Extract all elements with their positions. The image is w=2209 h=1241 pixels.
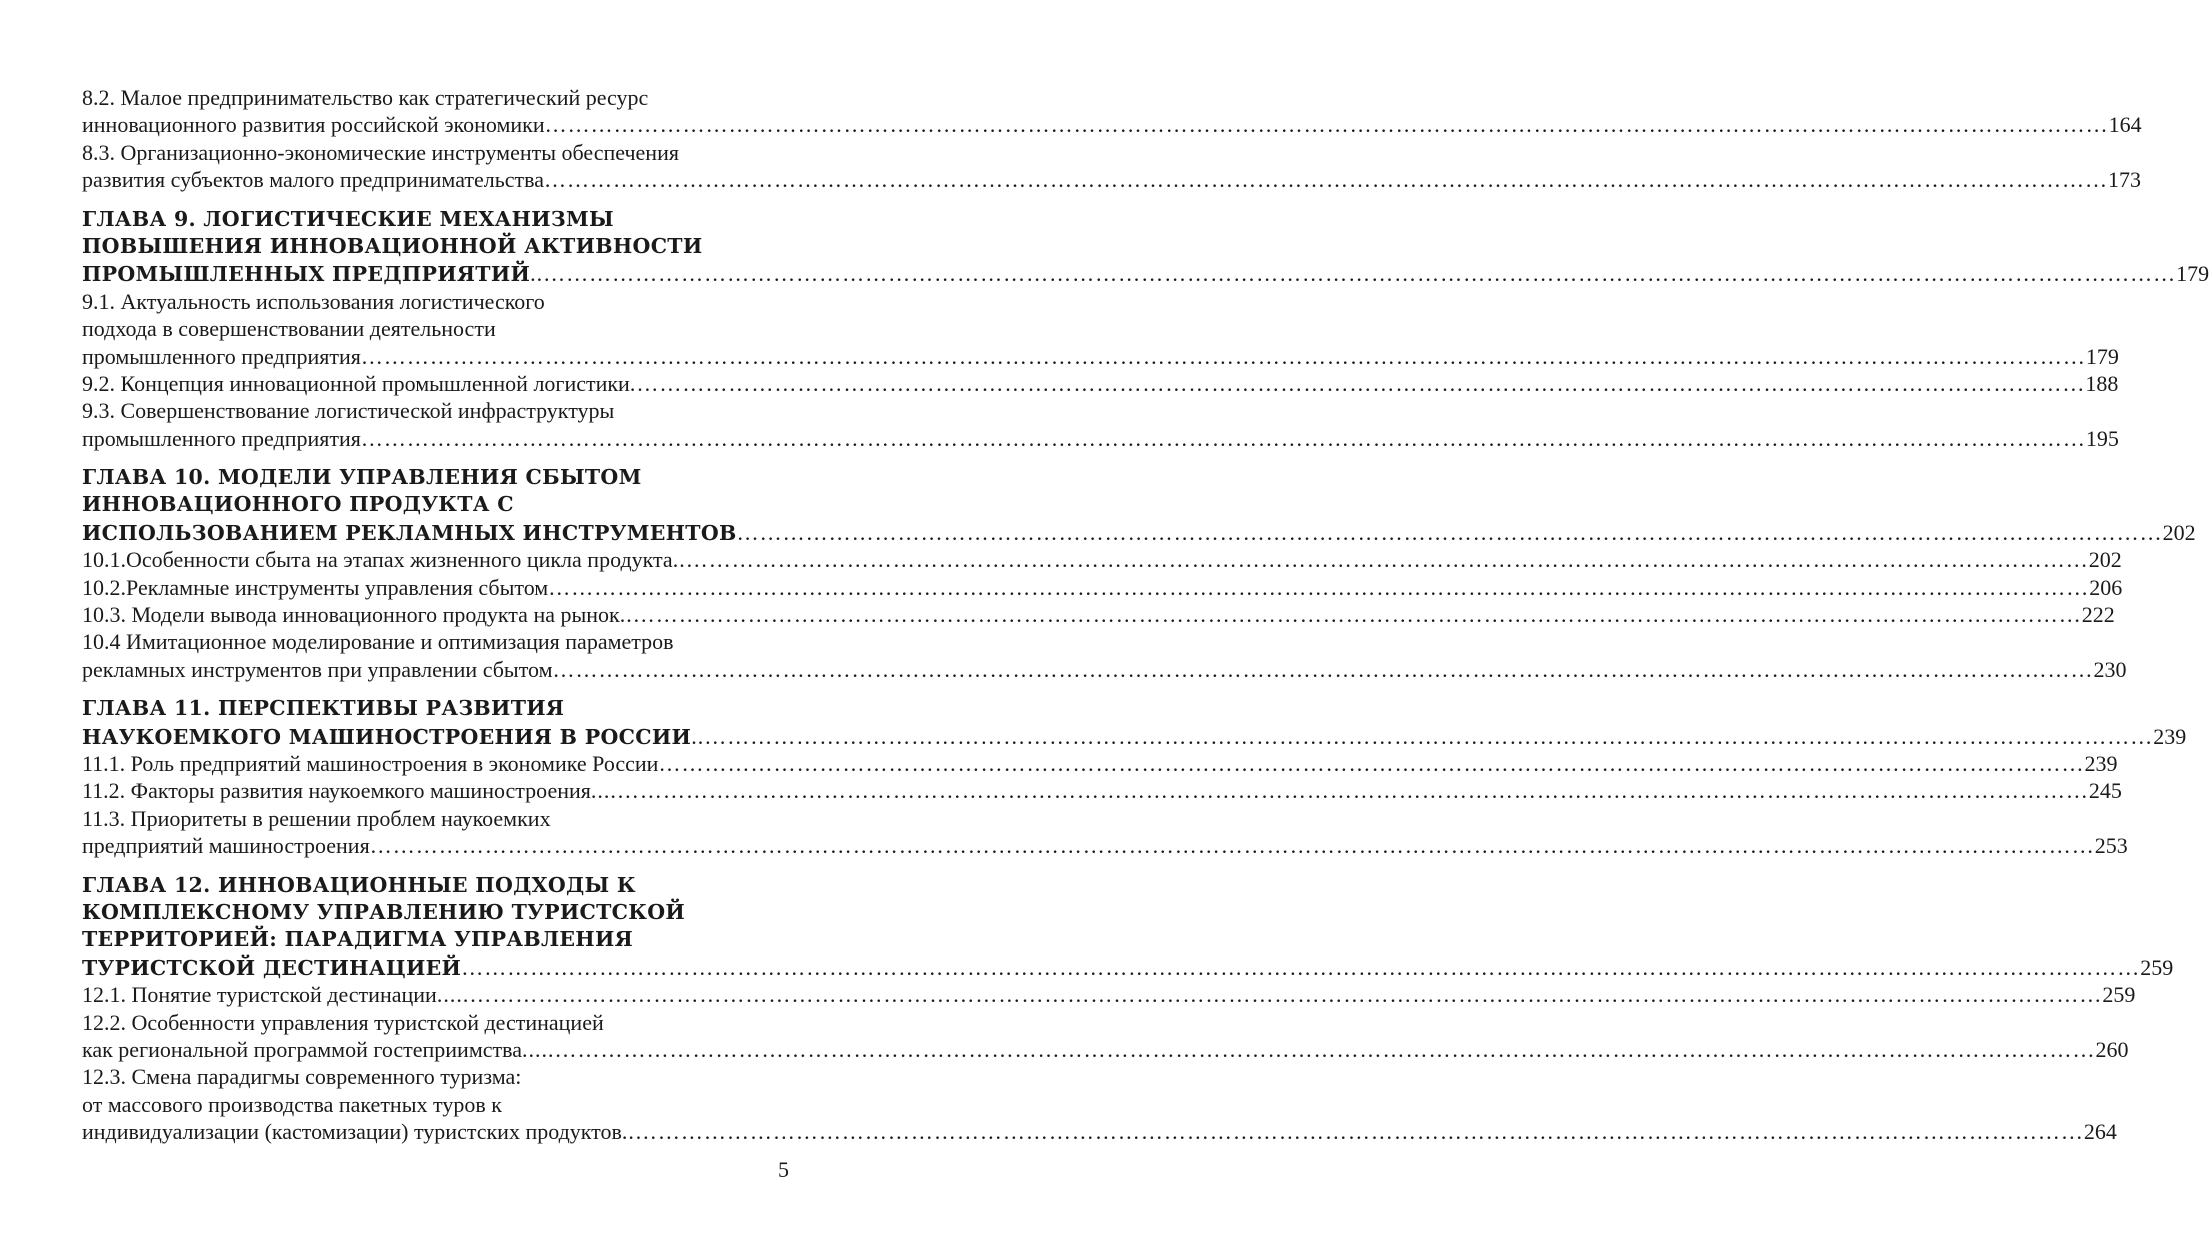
toc-page-number: 202 [2088,547,2122,573]
section-title-text: 12.3. Смена парадигмы современного туризма: [82,1064,522,1090]
leader-dots: ……………………………………………………………………………………………………………………………………………………………………………………………………… [360,425,2086,451]
chapter-title-text: ИННОВАЦИОННОГО ПРОДУКТА С [82,492,514,517]
chapter-title-text: ИСПОЛЬЗОВАНИЕМ РЕКЛАМНЫХ ИНСТРУМЕНТОВ [82,520,737,545]
chapter-title-text: ГЛАВА 9. ЛОГИСТИЧЕСКИЕ МЕХАНИЗМЫ [82,206,614,231]
toc-page-number: 206 [2089,574,2123,600]
toc-line [82,805,785,832]
toc-page-number: 173 [2108,167,2142,193]
section-title-text: инновационного развития российской экономики [82,112,545,138]
toc-line [82,695,785,722]
section-title-text: 11.1. Роль предприятий машиностроения в экономике России [82,750,659,776]
page-number: 5 [778,1157,789,1182]
chapter-heading [82,206,2209,288]
leader-dots: ……………………………………………………………………………………………………………………………………………………………………….. [621,1119,2084,1145]
toc-page-number: 222 [2081,602,2115,628]
section-entry [82,981,2136,1008]
toc-line [82,370,2119,397]
chapter-title-text: ТЕРРИТОРИЕЙ: ПАРАДИГМА УПРАВЛЕНИЯ [82,927,634,952]
section-entry [82,750,2118,777]
toc-page-number: 259 [2140,954,2174,980]
toc-line [82,1036,2129,1063]
chapter-title-text: ГЛАВА 12. ИННОВАЦИОННЫЕ ПОДХОДЫ К [82,872,636,897]
leader-dots: ……………………………………………………………………………………………………………………………………………………………………………………………..... [436,982,2103,1008]
chapter-title-text: ПРОМЫШЛЕННЫХ ПРЕДПРИЯТИЙ [82,262,531,287]
leader-dots: ………………………………………………………………………………………………………………………………………………………………………. [629,370,2086,396]
leader-dots: ……………………………………………………………………………………………………………………………………………………………………………………………………… [360,343,2086,369]
leader-dots: ……………………………………………………………………………………………………………………………………………………………………………………………………… [369,833,2095,859]
section-entry [82,546,2122,573]
section-entry [82,1009,2129,1064]
toc-line [82,288,785,315]
leader-dots: ………………………………………………………………………………………………………………………………………………………………………………………………… [461,954,2141,980]
leader-dots: …………………………………………………………………………………………………………………………………………………………………………………………….. [530,261,2177,287]
toc-page-number: 164 [2108,112,2142,138]
toc-line [82,111,2142,138]
leader-dots: ………………………………………………………………………………………………………………………………………………………………………………… [552,656,2094,682]
section-entry [82,628,2127,683]
toc-page-number: 188 [2085,370,2119,396]
toc-line [82,1009,785,1036]
toc-line [82,425,2119,452]
leader-dots: ………………………………………………………………………………………………………………………………………………………………………….... [590,778,2089,804]
toc-page-number: 195 [2085,425,2119,451]
toc-page-number: 264 [2083,1119,2117,1145]
toc-line [82,954,2174,981]
toc-line [82,750,2118,777]
section-entry [82,139,2142,194]
toc-line [82,899,785,926]
section-title-text: как региональной программой гостеприимства [82,1036,522,1062]
section-title-text: 10.4 Имитационное моделирование и оптимизация параметров [82,629,674,655]
leader-dots: ……………………………………………………………………………………………………………………………………………………………………….. [691,723,2154,749]
toc-page-number: 253 [2094,833,2128,859]
section-title-text: промышленного предприятия [82,343,361,369]
toc-line [82,981,2136,1008]
section-title-text: 8.3. Организационно-экономические инструменты обеспечения [82,139,679,165]
section-title-text: подхода в совершенствовании деятельности [82,316,496,342]
toc-line [82,1091,785,1118]
section-title-text: 11.2. Факторы развития наукоемкого машиностроения [82,778,591,804]
chapter-heading [82,872,2174,982]
toc-page-number: 239 [2084,750,2118,776]
toc-page-number: 202 [2162,519,2196,545]
leader-dots: …………………………………………………………………………………………………………………………………………………………………………………… [544,167,2109,193]
toc-line [82,601,2115,628]
toc-line [82,1118,2117,1145]
chapter-title-text: ПОВЫШЕНИЯ ИННОВАЦИОННОЙ АКТИВНОСТИ [82,233,703,258]
section-title-text: 9.3. Совершенствование логистической инфраструктуры [82,398,615,424]
leader-dots: ………………………………………………………………………………………………………………………………………………………………….. [672,547,2089,573]
section-title-text: 8.2. Малое предпринимательство как стратегический ресурс [82,85,649,110]
toc-line [82,139,785,166]
section-title-text: промышленного предприятия [82,425,361,451]
section-entry [82,805,2128,860]
chapter-title-text: КОМПЛЕКСНОМУ УПРАВЛЕНИЮ ТУРИСТСКОЙ [82,899,686,924]
section-title-text: предприятий машиностроения [82,833,370,859]
section-entry [82,370,2119,397]
chapter-spacer [82,452,785,464]
leader-dots: ……………………………………………………………………………………………………………………………………………………………………….. [619,602,2082,628]
toc-line [82,464,785,491]
toc-line [82,315,785,342]
section-title-text: 12.2. Особенности управления туристской дестинацией [82,1009,604,1035]
toc-line [82,397,785,424]
toc-line [82,519,2196,546]
table-of-contents [82,84,2209,1145]
toc-line [82,260,2209,287]
section-title-text: 10.1.Особенности сбыта на этапах жизненного цикла продукта [82,547,673,573]
toc-page-number: 259 [2102,982,2136,1008]
toc-line [82,233,785,260]
leader-dots: …………………………………………………………………………………………………………………………………………………………………… [736,519,2163,545]
leader-dots: …………………………………………………………………………………………………………………………………………………………………………………… [544,112,2109,138]
toc-line [82,574,2123,601]
section-title-text: 10.3. Модели вывода инновационного продукта на рынок [82,602,620,628]
chapter-heading [82,464,2196,546]
chapter-title-text: ГЛАВА 10. МОДЕЛИ УПРАВЛЕНИЯ СБЫТОМ [82,465,642,490]
leader-dots: ………………………………………………………………………………………………………………………………………………………………………………… [548,574,2090,600]
toc-page-number: 260 [2095,1036,2129,1062]
toc-line [82,723,2187,750]
toc-line [82,832,2128,859]
section-entry [82,288,2119,370]
section-entry [82,601,2115,628]
toc-line [82,546,2122,573]
toc-line [82,926,785,953]
toc-page-number: 179 [2085,343,2119,369]
chapter-title-text: ТУРИСТСКОЙ ДЕСТИНАЦИЕЙ [82,955,462,980]
toc-page-number: 179 [2176,261,2209,287]
toc-line [82,206,785,233]
section-title-text: 10.2.Рекламные инструменты управления сбытом [82,574,549,600]
chapter-title-text: НАУКОЕМКОГО МАШИНОСТРОЕНИЯ В РОССИИ [82,724,692,749]
toc-line [82,491,785,518]
toc-line [82,1063,785,1090]
chapter-title-text: ГЛАВА 11. ПЕРСПЕКТИВЫ РАЗВИТИЯ [82,696,565,721]
toc-page-number: 230 [2093,656,2127,682]
section-entry [82,777,2122,804]
section-title-text: 12.1. Понятие туристской дестинации [82,982,437,1008]
toc-page-number: 239 [2153,723,2187,749]
section-entry [82,1063,2117,1145]
section-title-text: развития субъектов малого предпринимательства [82,167,545,193]
section-title-text: от массового производства пакетных туров к [82,1091,502,1117]
section-title-text: индивидуализации (кастомизации) туристских продуктов [82,1119,622,1145]
toc-line [82,343,2119,370]
toc-line [82,84,785,111]
toc-line [82,166,2142,193]
leader-dots: …………………………………………………………………………………………………………………………………………………………………… [658,750,2085,776]
chapter-heading [82,695,2187,750]
chapter-spacer [82,683,785,695]
section-title-text: рекламных инструментов при управлении сбытом [82,656,553,682]
toc-line [82,628,785,655]
toc-line [82,872,785,899]
section-title-text: 11.3. Приоритеты в решении проблем наукоемких [82,805,551,831]
section-title-text: 9.1. Актуальность использования логистического [82,288,545,314]
section-entry [82,84,2142,139]
toc-page-number: 245 [2088,778,2122,804]
section-title-text: 9.2. Концепция инновационной промышленной логистики [82,370,630,396]
toc-line [82,777,2122,804]
section-entry [82,397,2119,452]
section-entry [82,574,2123,601]
leader-dots: …………………………………………………………………………………………………………………………………………………………………………………..... [522,1036,2096,1062]
chapter-spacer [82,860,785,872]
chapter-spacer [82,194,785,206]
toc-line [82,656,2127,683]
